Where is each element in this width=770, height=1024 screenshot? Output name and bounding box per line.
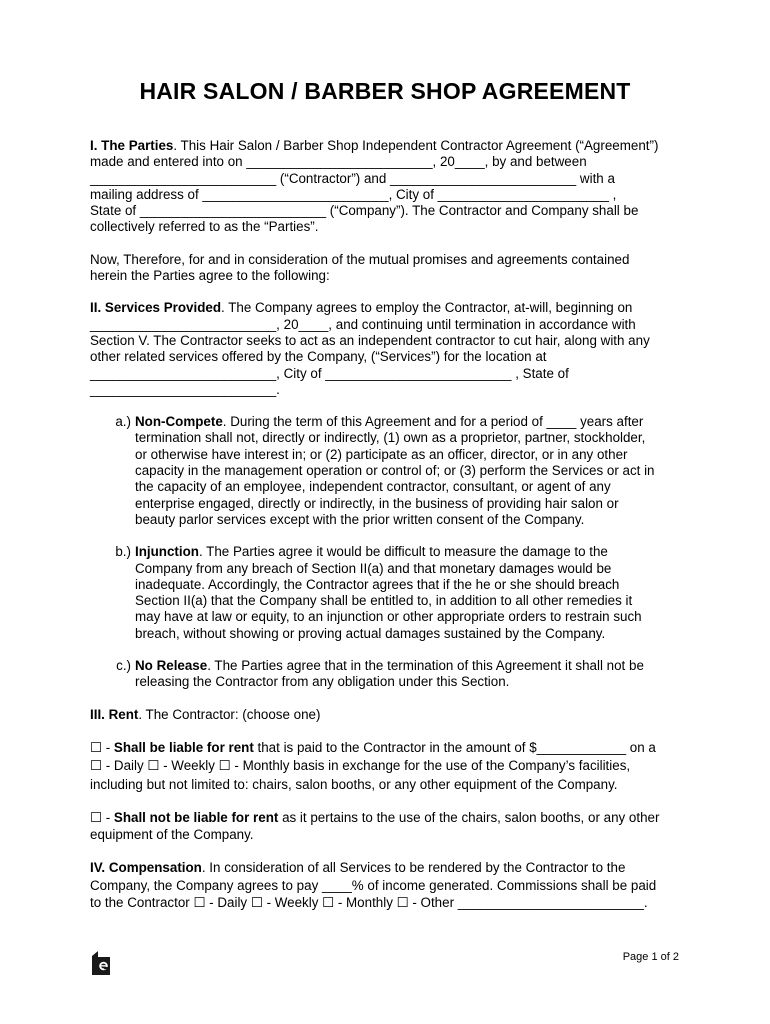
clause-line: Company from any breach of Section II(a) and that monetary damages would be [135, 560, 612, 576]
checkbox-icon[interactable]: ☐ - [90, 739, 114, 755]
clause-non-compete [90, 414, 690, 528]
clause-text [135, 414, 690, 528]
parties-heading: I. The Parties [90, 138, 174, 153]
services-line: Section V. The Contractor seeks to act as an independent contractor to cut hair, along with any [90, 332, 650, 348]
clause-text [135, 658, 690, 691]
services-line: other related services offered by the Company, (“Services”) for the location at [90, 349, 547, 365]
rent-section [90, 707, 690, 723]
compensation-line: Company, the Company agrees to pay ____% of income generated. Commissions shall be paid [90, 877, 657, 893]
parties-section [90, 138, 690, 236]
recital-paragraph [90, 252, 690, 285]
services-line: _________________________, 20____, and continuing until termination in accordance with [90, 316, 636, 332]
services-line: _________________________, City of _________________________ , State of [90, 365, 569, 381]
parties-line: mailing address of _________________________, City of _______________________ , [90, 186, 617, 202]
recital-line: Now, Therefore, for and in consideration of the mutual promises and agreements contained [90, 251, 630, 267]
clause-line: beauty parlor services except with the prior written consent of the Company. [135, 511, 585, 527]
compensation-line: . In consideration of all Services to be rendered by the Contractor to the [201, 860, 626, 875]
compensation-line: to the Contractor ☐ - Daily ☐ - Weekly ☐ - Monthly ☐ - Other _________________________. [90, 895, 648, 910]
clause-line: . The Parties agree that in the termination of this Agreement it shall not be [207, 658, 644, 674]
eforms-logo-icon [91, 950, 111, 976]
clause-line: breach, without showing or proving actual damages sustained by the Company. [135, 625, 606, 641]
parties-line: collectively referred to as the “Parties”. [90, 219, 319, 235]
parties-line: State of _________________________ (“Company”). The Contractor and Company shall be [90, 203, 639, 219]
clause-heading: Injunction [135, 544, 199, 560]
rent-option-not-liable [90, 810, 690, 843]
services-heading: II. Services Provided [90, 300, 221, 316]
clause-line: Section II(a) that the Company shall be entitled to, in addition to all other remedies it [135, 593, 633, 609]
clause-line: termination shall not, directly or indirectly, (1) own as a proprietor, partner, stockholder, [135, 430, 646, 446]
clause-no-release [90, 658, 690, 691]
clause-heading: Non-Compete [135, 414, 223, 430]
clause-line: the capacity of an employee, independent contractor, consultant, or agent of any [135, 479, 611, 495]
clause-line: capacity in the management operation or control of; or (3) perform the Services or act in [135, 463, 655, 479]
clause-line: . The Parties agree it would be difficult to measure the damage to the [198, 544, 608, 560]
services-line: . The Company agrees to employ the Contractor, at-will, beginning on [221, 300, 633, 316]
compensation-section [90, 859, 690, 912]
rent-option-line: as it pertains to the use of the chairs, salon booths, or any other [278, 810, 660, 826]
clause-line: may have at law or equity, to an injunction or other appropriate orders to restrain such [135, 609, 642, 625]
page-number: Page 1 of 2 [622, 951, 679, 963]
rent-intro: . The Contractor: (choose one) [138, 706, 321, 722]
clause-line: . During the term of this Agreement and for a period of ____ years after [222, 414, 644, 430]
clause-line: inadequate. Accordingly, the Contractor agrees that if the he or she should breach [135, 576, 620, 592]
parties-line: . This Hair Salon / Barber Shop Independent Contractor Agreement (“Agreement”) [173, 138, 659, 153]
clause-line: releasing the Contractor from any obligation under this Section. [135, 674, 510, 690]
rent-heading: III. Rent [90, 706, 139, 722]
clause-text [135, 544, 690, 642]
rent-option-line: equipment of the Company. [90, 826, 254, 842]
recital-line: herein the Parties agree to the following: [90, 268, 330, 284]
clause-label: b.) [115, 544, 131, 560]
document-title: HAIR SALON / BARBER SHOP AGREEMENT [139, 78, 631, 104]
rent-option-heading: Shall be liable for rent [113, 739, 254, 755]
services-line: _________________________. [90, 381, 280, 397]
rent-option-line: ☐ - Daily ☐ - Weekly ☐ - Monthly basis in exchange for the use of the Company’s facilities, [90, 758, 631, 774]
rent-option-line: that is paid to the Contractor in the amount of $____________ on a [253, 739, 656, 755]
parties-line: _________________________ (“Contractor”) and _________________________ with a [90, 170, 615, 186]
parties-line: made and entered into on _________________________, 20____, by and between [90, 154, 587, 170]
clause-line: enterprise engaged, directly or indirectly, in the business of providing hair salon or [135, 495, 619, 511]
compensation-heading: IV. Compensation [90, 860, 202, 875]
rent-option-heading: Shall not be liable for rent [113, 810, 279, 826]
clause-label: c.) [116, 658, 131, 674]
rent-option-line: including but not limited to: chairs, salon booths, or any other equipment of the Company. [90, 776, 618, 792]
clause-injunction [90, 544, 690, 642]
checkbox-icon[interactable]: ☐ - [90, 810, 114, 826]
clause-label: a.) [115, 414, 131, 430]
services-section [90, 300, 690, 398]
clause-line: or otherwise have interest in; or (2) participate as an officer, director, or in any other [135, 446, 628, 462]
clause-heading: No Release [135, 658, 208, 674]
rent-option-liable [90, 739, 690, 795]
document-body [90, 138, 690, 912]
